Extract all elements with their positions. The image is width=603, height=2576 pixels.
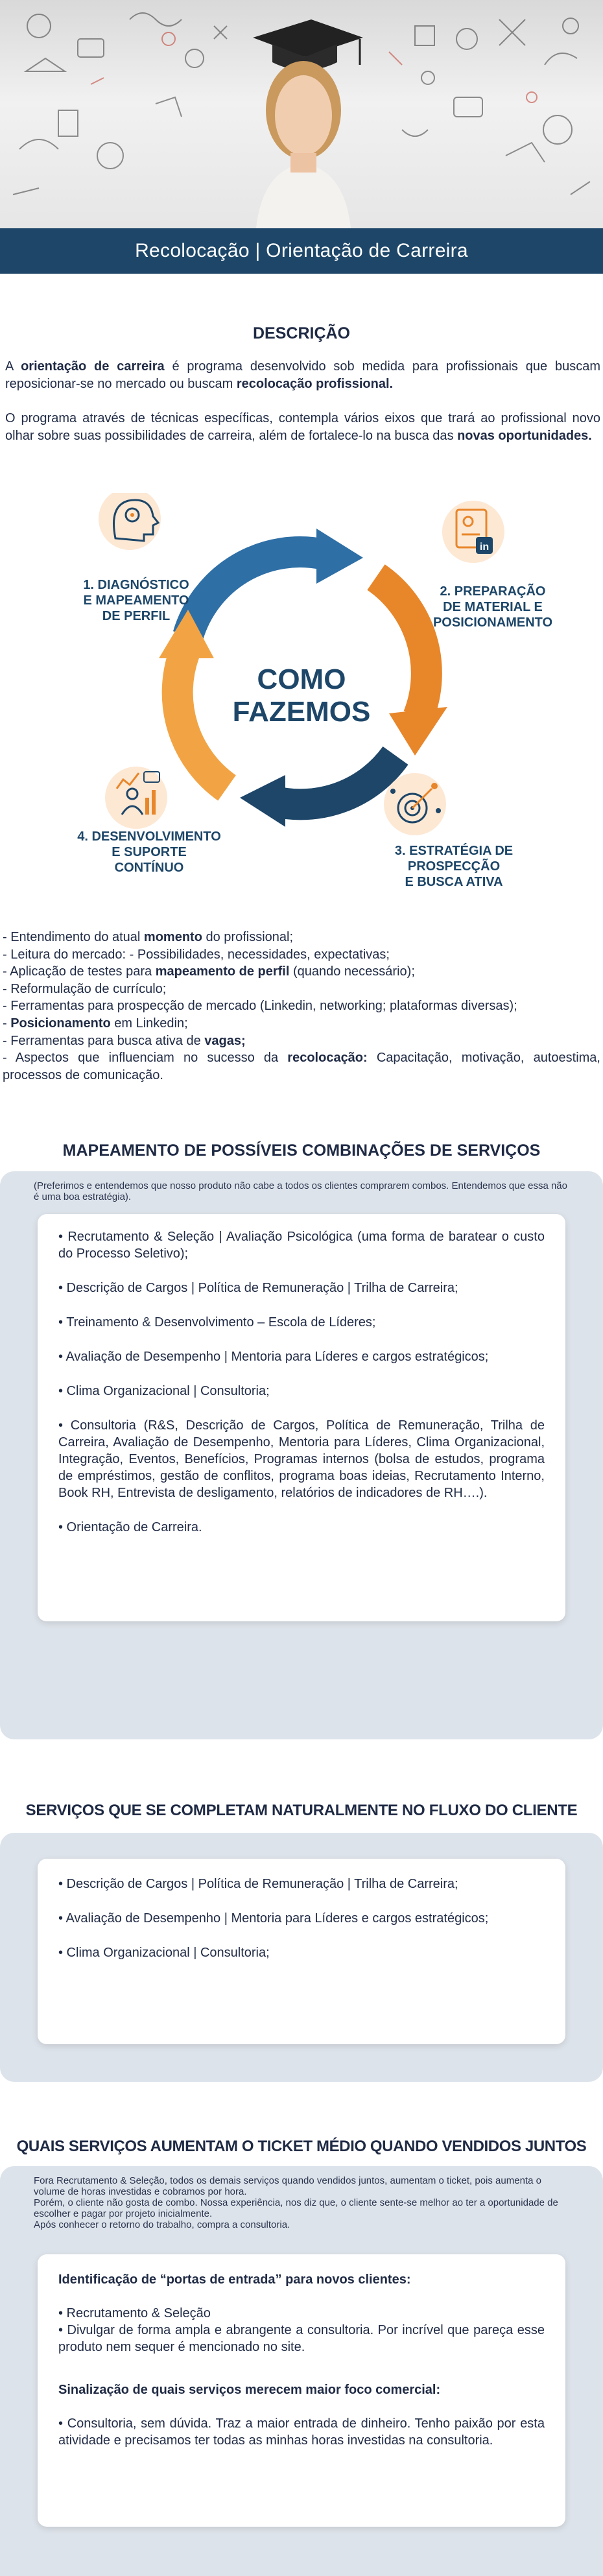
list-item: • Avaliação de Desempenho | Mentoria para Líderes e cargos estratégicos; (58, 1350, 489, 1364)
list-item: • Recrutamento & Seleção | Avaliação Psicológica (uma forma de baratear o custo do Processo Seletivo); (58, 1230, 545, 1261)
mapeamento-title: MAPEAMENTO DE POSSÍVEIS COMBINAÇÕES DE SERVIÇOS (62, 1141, 541, 1160)
complementam-card (38, 1859, 565, 2044)
bold-text: recolocação profissional. (236, 377, 394, 391)
text-segment: - Aspectos que influenciam no sucesso da (3, 1051, 288, 1066)
text-segment: - Ferramentas para busca ativa de (3, 1033, 205, 1048)
list-item: • Recrutamento & Seleção (58, 2306, 211, 2320)
bullet-item (3, 963, 600, 981)
step1-line1: 1. DIAGNÓSTICO (83, 578, 189, 592)
process-bullet-list (3, 929, 600, 1084)
cycle-center-line1: COMO (257, 663, 346, 695)
step4-line2: E SUPORTE (112, 845, 187, 859)
list-item: • Clima Organizacional | Consultoria; (58, 1946, 270, 1960)
bold-text: orientação de carreira (21, 359, 165, 374)
bold-text: mapeamento de perfil (155, 964, 290, 979)
bold-text: Posicionamento (10, 1016, 111, 1031)
text-segment: - Reformulação de currículo; (3, 981, 167, 996)
step4-line3: CONTÍNUO (114, 861, 184, 875)
mapeamento-card (38, 1214, 565, 1621)
hero-illustration (0, 0, 603, 228)
text-segment: - Leitura do mercado: - Possibilidades, necessidades, expectativas; (3, 947, 390, 962)
text-segment: (quando necessário); (289, 964, 415, 979)
cycle-svg (0, 493, 603, 908)
ticket-note-line: Fora Recrutamento & Seleção, todos os demais serviços quando vendidos juntos, aumentam o ticket, pois aumenta o volume de horas investidas e cobramos por hora. (34, 2175, 541, 2197)
list-item: • Consultoria (R&S, Descrição de Cargos, Política de Remuneração, Trilha de Carreira, Avaliação de Desempenho, Mentoria para Líderes, Clima Organizacional, Integração, Eventos, Benefícios, Programas internos (bolsa de estudos, programa de empréstimos, gestão de conflitos, programa boas ideias, Recrutamento Interno, Book RH, Entrevista de desligamento, relatórios de indicadores de RH….). (58, 1418, 545, 1500)
bold-text: vagas; (204, 1033, 246, 1048)
step2-line2: DE MATERIAL E (443, 600, 543, 614)
ticket-title: QUAIS SERVIÇOS AUMENTAM O TICKET MÉDIO QUANDO VENDIDOS JUNTOS (16, 2138, 587, 2155)
ticket-card (38, 2254, 565, 2527)
hero-image (0, 0, 603, 228)
step2-line3: POSICIONAMENTO (432, 615, 553, 630)
page-title-banner (0, 228, 603, 274)
como-fazemos-diagram (0, 493, 603, 908)
text-segment: - Ferramentas para prospecção de mercado (Linkedin, networking; plataformas diversas); (3, 999, 517, 1014)
text-segment: é programa desenvolvido sob medida para profissionais que buscam reposicionar-se no mercado ou buscam (5, 359, 600, 391)
text-segment: A (5, 359, 21, 374)
mapeamento-note: (Preferimos e entendemos que nosso produto não cabe a todos os clientes comprarem combos. Entendemos que essa não é uma boa estratégia). (34, 1180, 567, 1202)
brain-head-icon (99, 493, 161, 550)
bullet-item (3, 929, 600, 946)
text-segment: Capacitação, motivação, autoestima, processos de comunicação. (3, 1051, 600, 1082)
complementam-panel (0, 1833, 603, 2082)
arrow-head-right (389, 707, 447, 756)
ticket-note-line: Após conhecer o retorno do trabalho, compra a consultoria. (34, 2219, 290, 2230)
arrow-segment-right (376, 577, 427, 717)
text-segment: - (3, 1016, 11, 1031)
list-item: • Consultoria, sem dúvida. Traz a maior entrada de dinheiro. Tenho paixão por esta atividade e precisamos ter todas as minhas horas investidas na consultoria. (58, 2416, 545, 2448)
svg-text:in: in (479, 542, 490, 553)
text-segment: em Linkedin; (110, 1016, 188, 1031)
step3-line3: E BUSCA ATIVA (405, 875, 503, 889)
bullet-item (3, 1032, 600, 1050)
ticket-heading-2: Sinalização de quais serviços merecem maior foco comercial: (58, 2383, 441, 2397)
bullet-item (3, 997, 600, 1015)
bullet-item (3, 946, 600, 964)
descricao-title: DESCRIÇÃO (252, 324, 350, 342)
resume-linkedin-icon (442, 501, 504, 563)
step4-line1: 4. DESENVOLVIMENTO (77, 829, 221, 844)
bold-text: novas oportunidades. (457, 429, 592, 443)
step1-line2: E MAPEAMENTO (83, 593, 189, 608)
list-item: • Divulgar de forma ampla e abrangente a consultoria. Por incrível que pareça esse produto nem sequer é mencionado no site. (58, 2323, 545, 2354)
arrow-segment-top-left (188, 552, 324, 636)
list-item: • Clima Organizacional | Consultoria; (58, 1384, 270, 1398)
ticket-heading-1: Identificação de “portas de entrada” para novos clientes: (58, 2272, 411, 2287)
network-target-icon (384, 773, 446, 835)
bold-text: recolocação: (287, 1051, 368, 1066)
ticket-panel (0, 2166, 603, 2576)
list-item: • Avaliação de Desempenho | Mentoria para Líderes e cargos estratégicos; (58, 1911, 489, 1926)
mapeamento-panel (0, 1171, 603, 1739)
list-item: • Descrição de Cargos | Política de Remuneração | Trilha de Carreira; (58, 1281, 458, 1295)
text-segment: do profissional; (202, 930, 293, 944)
step3-line2: PROSPECÇÃO (407, 859, 501, 874)
descricao-paragraph-2 (5, 410, 600, 445)
step1-line3: DE PERFIL (102, 609, 171, 623)
text-segment: - Entendimento do atual (3, 930, 144, 944)
arrow-segment-left (178, 652, 227, 788)
step3-line1: 3. ESTRATÉGIA DE (394, 844, 514, 858)
text-segment: O programa através de técnicas específicas, contempla vários eixos que trará ao profissional novo olhar sobre suas possibilidades de carreira, além de fortalece-lo na busca das (5, 411, 600, 443)
cycle-center-line2: FAZEMOS (232, 696, 371, 728)
page-title: Recolocação | Orientação de Carreira (135, 240, 468, 261)
step2-line1: 2. PREPARAÇÃO (440, 584, 546, 599)
bullet-item (3, 981, 600, 998)
arrow-head-bottom (240, 775, 285, 827)
ticket-note (34, 2175, 569, 2230)
ticket-note-line: Porém, o cliente não gosta de combo. Nossa experiência, nos diz que, o cliente sente-se melhor ao ter a oportunidade de escolher e pagar por projeto inicialmente. (34, 2197, 558, 2219)
list-item: • Orientação de Carreira. (58, 1520, 202, 1534)
list-item: • Descrição de Cargos | Política de Remuneração | Trilha de Carreira; (58, 1877, 458, 1891)
bullet-item (3, 1015, 600, 1032)
bold-text: momento (143, 930, 202, 944)
complementam-title: SERVIÇOS QUE SE COMPLETAM NATURALMENTE NO FLUXO DO CLIENTE (25, 1802, 578, 1819)
growth-person-icon (105, 767, 167, 829)
list-item: • Treinamento & Desenvolvimento – Escola de Líderes; (58, 1315, 376, 1330)
descricao-paragraph-1 (5, 358, 600, 393)
arrow-head-top (316, 529, 363, 584)
bullet-item (3, 1049, 600, 1084)
text-segment: - Aplicação de testes para (3, 964, 156, 979)
arrow-segment-bottom (272, 756, 396, 804)
